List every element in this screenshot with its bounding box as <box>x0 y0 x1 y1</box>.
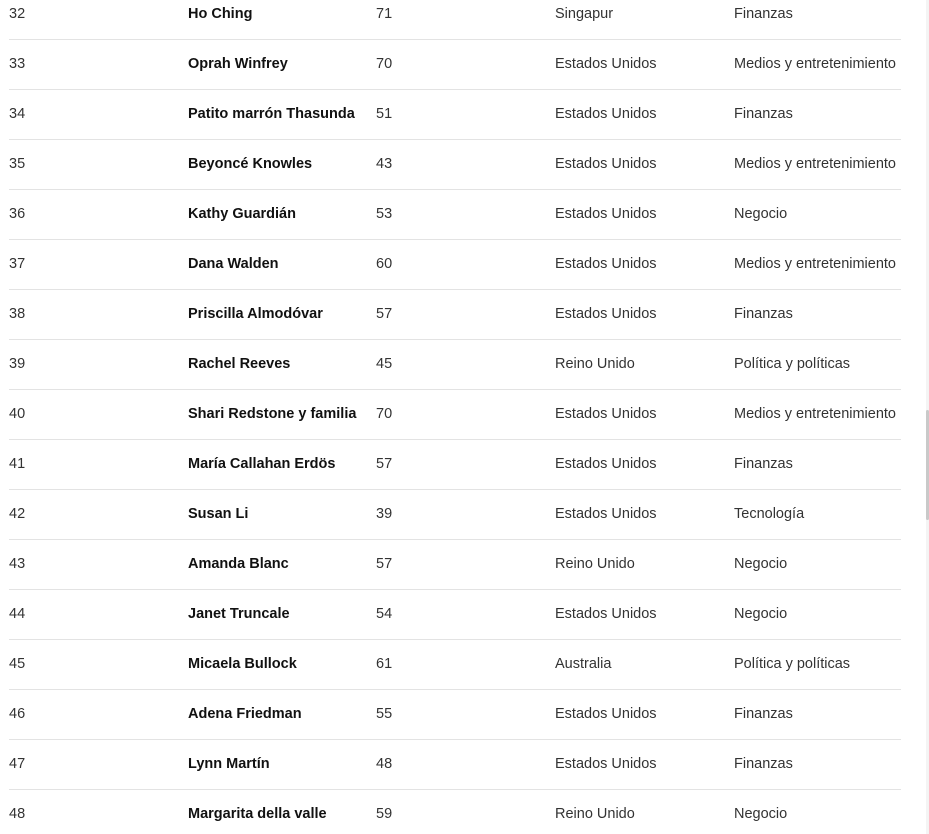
table-row <box>9 240 901 290</box>
name-cell: Janet Truncale <box>188 606 290 622</box>
age-cell: 51 <box>376 106 393 122</box>
table-row <box>9 90 901 140</box>
name-cell: María Callahan Erdös <box>188 456 336 472</box>
country-cell: Estados Unidos <box>555 156 657 172</box>
name-cell: Amanda Blanc <box>188 556 289 572</box>
age-cell: 61 <box>376 656 393 672</box>
industry-cell: Medios y entretenimiento <box>734 56 896 72</box>
country-cell: Singapur <box>555 6 614 22</box>
industry-cell: Negocio <box>734 206 788 222</box>
age-cell: 39 <box>376 506 393 522</box>
age-cell: 59 <box>376 806 393 822</box>
age-cell: 60 <box>376 256 393 272</box>
country-cell: Estados Unidos <box>555 256 657 272</box>
rank-cell: 48 <box>9 806 26 822</box>
name-cell: Micaela Bullock <box>188 656 297 672</box>
industry-cell: Finanzas <box>734 106 793 122</box>
table-row <box>9 740 901 790</box>
age-cell: 48 <box>376 756 393 772</box>
name-cell: Dana Walden <box>188 256 279 272</box>
table-row <box>9 540 901 590</box>
age-cell: 57 <box>376 556 393 572</box>
industry-cell: Tecnología <box>734 506 805 522</box>
age-cell: 53 <box>376 206 393 222</box>
table-row <box>9 440 901 490</box>
table-row <box>9 140 901 190</box>
age-cell: 43 <box>376 156 393 172</box>
country-cell: Estados Unidos <box>555 506 657 522</box>
ranking-table <box>9 0 901 834</box>
rank-cell: 34 <box>9 106 26 122</box>
rank-cell: 47 <box>9 756 26 772</box>
name-cell: Rachel Reeves <box>188 356 291 372</box>
table-row <box>9 690 901 740</box>
name-cell: Ho Ching <box>188 6 253 22</box>
country-cell: Estados Unidos <box>555 756 657 772</box>
country-cell: Estados Unidos <box>555 406 657 422</box>
country-cell: Reino Unido <box>555 806 635 822</box>
country-cell: Australia <box>555 656 612 672</box>
name-cell: Priscilla Almodóvar <box>188 306 323 322</box>
name-cell: Susan Li <box>188 506 249 522</box>
rank-cell: 46 <box>9 706 26 722</box>
table-row <box>9 190 901 240</box>
name-cell: Kathy Guardián <box>188 206 296 222</box>
rank-cell: 40 <box>9 406 26 422</box>
industry-cell: Medios y entretenimiento <box>734 406 896 422</box>
age-cell: 45 <box>376 356 393 372</box>
industry-cell: Negocio <box>734 806 788 822</box>
rank-cell: 38 <box>9 306 26 322</box>
table-row <box>9 390 901 440</box>
table-row <box>9 290 901 340</box>
age-cell: 71 <box>376 6 393 22</box>
table-row <box>9 0 901 40</box>
rank-cell: 32 <box>9 6 26 22</box>
age-cell: 57 <box>376 456 393 472</box>
industry-cell: Finanzas <box>734 756 793 772</box>
age-cell: 70 <box>376 406 393 422</box>
industry-cell: Finanzas <box>734 6 793 22</box>
table-row <box>9 40 901 90</box>
table-row <box>9 640 901 690</box>
rank-cell: 42 <box>9 506 26 522</box>
name-cell: Shari Redstone y familia <box>188 406 357 422</box>
country-cell: Estados Unidos <box>555 306 657 322</box>
industry-cell: Finanzas <box>734 456 793 472</box>
country-cell: Estados Unidos <box>555 706 657 722</box>
industry-cell: Política y políticas <box>734 356 851 372</box>
country-cell: Reino Unido <box>555 356 635 372</box>
name-cell: Patito marrón Thasunda <box>188 106 355 122</box>
name-cell: Adena Friedman <box>188 706 302 722</box>
table-row <box>9 590 901 640</box>
rank-cell: 41 <box>9 456 26 472</box>
rank-cell: 43 <box>9 556 26 572</box>
table-row <box>9 340 901 390</box>
age-cell: 57 <box>376 306 393 322</box>
rank-cell: 36 <box>9 206 26 222</box>
country-cell: Estados Unidos <box>555 106 657 122</box>
rank-cell: 37 <box>9 256 26 272</box>
industry-cell: Negocio <box>734 556 788 572</box>
rank-cell: 35 <box>9 156 26 172</box>
rank-cell: 39 <box>9 356 26 372</box>
industry-cell: Finanzas <box>734 706 793 722</box>
table-row <box>9 790 901 834</box>
industry-cell: Medios y entretenimiento <box>734 156 896 172</box>
name-cell: Oprah Winfrey <box>188 56 288 72</box>
country-cell: Reino Unido <box>555 556 635 572</box>
country-cell: Estados Unidos <box>555 606 657 622</box>
country-cell: Estados Unidos <box>555 56 657 72</box>
age-cell: 55 <box>376 706 393 722</box>
name-cell: Beyoncé Knowles <box>188 156 313 172</box>
industry-cell: Negocio <box>734 606 788 622</box>
age-cell: 54 <box>376 606 393 622</box>
name-cell: Lynn Martín <box>188 756 270 772</box>
rank-cell: 33 <box>9 56 26 72</box>
country-cell: Estados Unidos <box>555 456 657 472</box>
industry-cell: Política y políticas <box>734 656 851 672</box>
rank-cell: 45 <box>9 656 26 672</box>
table-row <box>9 490 901 540</box>
country-cell: Estados Unidos <box>555 206 657 222</box>
industry-cell: Finanzas <box>734 306 793 322</box>
industry-cell: Medios y entretenimiento <box>734 256 896 272</box>
age-cell: 70 <box>376 56 393 72</box>
rank-cell: 44 <box>9 606 26 622</box>
name-cell: Margarita della valle <box>188 806 327 822</box>
